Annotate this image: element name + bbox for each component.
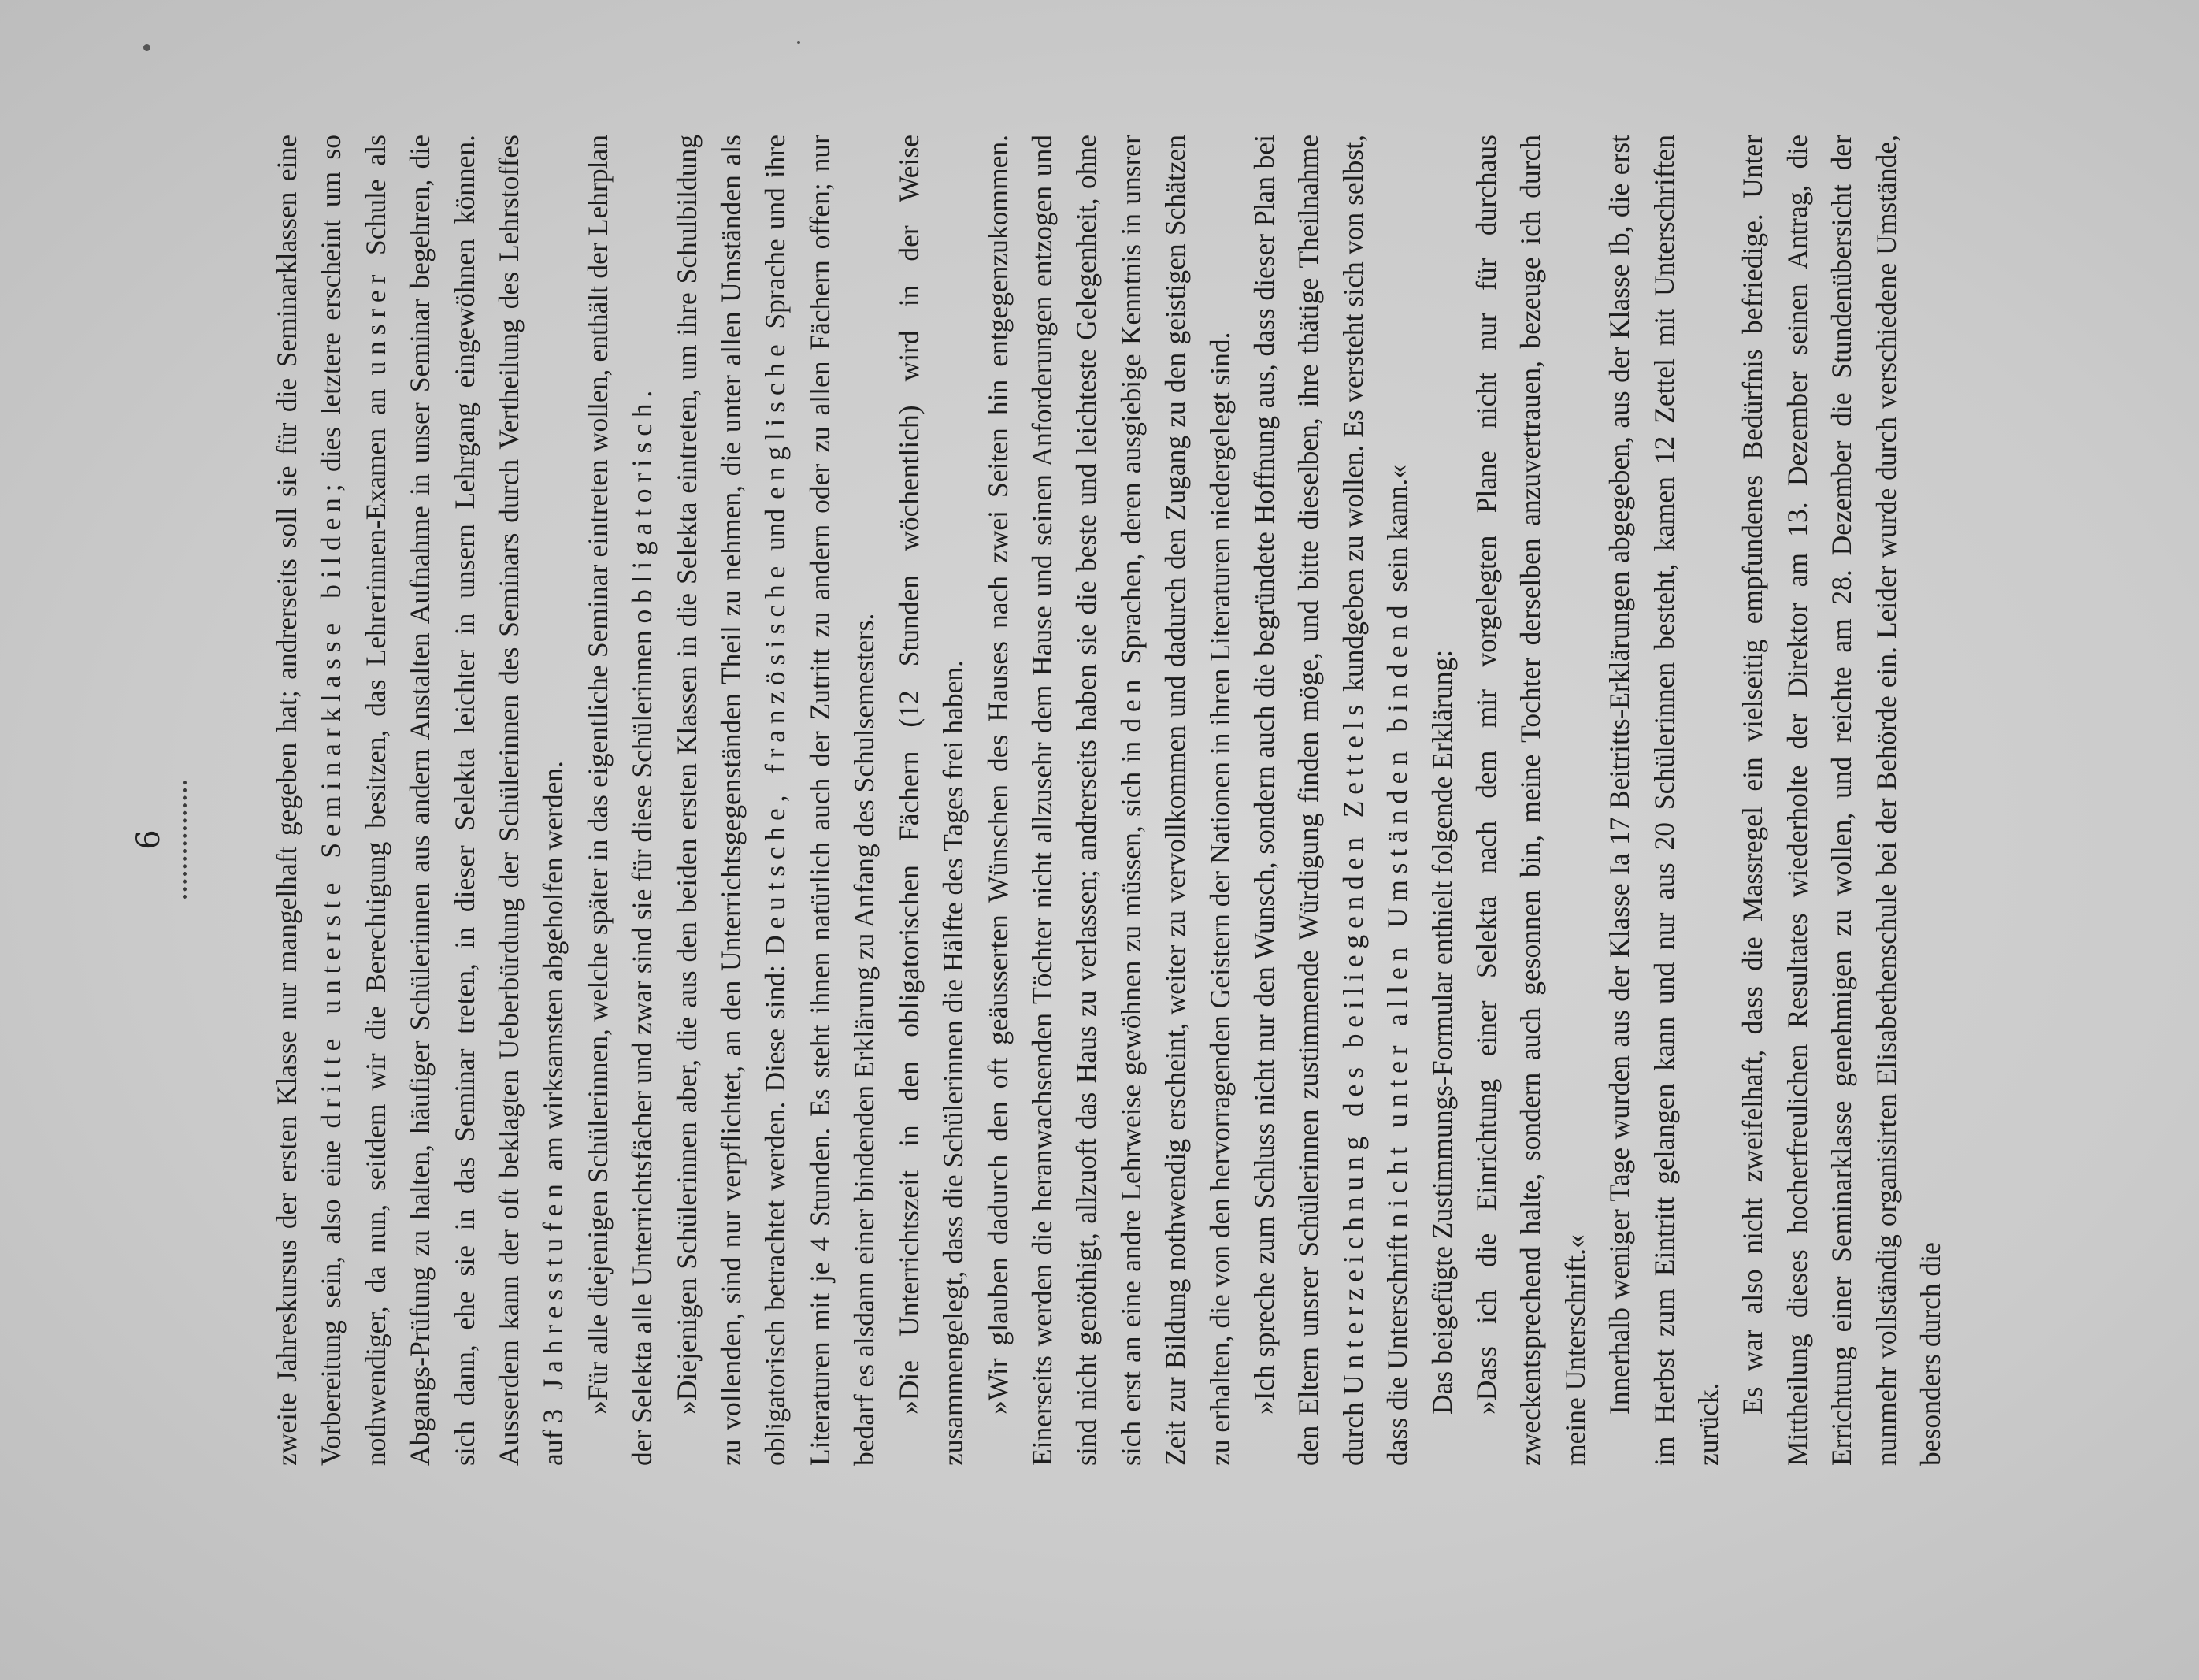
spaced-emphasis-text: Deutsche, französische (759, 559, 792, 955)
paragraph (976, 135, 1242, 1466)
text-run: zweite Jahreskursus der ersten Klasse nur mangelhaft gegeben hat; andrerseits soll sie für die Seminarklassen eine Vorbereitung sein, also eine (271, 135, 347, 1466)
paragraph (576, 135, 665, 1466)
text-run: und (759, 499, 792, 560)
text-run: Sprachen, deren ausgiebige Kenntnis in unsrer Zeit zur Bildung nothwendig erscheint, weiter zu vervollkommen und dadurch den Zugang zu den geistigen Schätzen zu erhalten, die von den hervorragenden Geistern der Nationen in ihren Literaturen niedergelegt sind. (1114, 135, 1236, 1466)
spaced-emphasis-text: obligatorisch (626, 397, 658, 624)
text-run: Es war also nicht zweifelhaft, dass die Massregel ein vielseitig empfundenes Bedürfnis befriedige. Unter Mittheilung dieses hocherfreulichen Resultates wiederholte der Direktor am 13. Dezember seinen Antrag, die Errichtung einer Seminarklasse genehmigen zu wollen, und reichte am 28. Dezember die Stundenübersicht der nunmehr vollständig organisirten Elisabethenschule bei der Behörde ein. Leider wurde durch verschiedene Umstände, besonders durch die (1737, 135, 1947, 1466)
text-run: ; dies letztere erscheint um so nothwendiger, da nun, seitdem wir die Berechtigung besitzen, das Lehrerinnen-Examen an (315, 135, 391, 1466)
rotated-page-content (83, 52, 2116, 1627)
paragraph (887, 135, 976, 1466)
spaced-emphasis-text: den (1114, 673, 1147, 732)
text-run: »Diejenigen Schülerinnen aber, die aus den beiden ersten Klassen in die Selekta eintreten, um ihre Schulbildung zu vollenden, sind nur verpflichtet, an den Unterrichtsgegenständen Theil zu nehmen, die unter allen Umständen als obligatorisch betrachtet werden. Diese sind: (670, 135, 792, 1466)
spaced-emphasis-text: 3 Jahresstufen (537, 1177, 569, 1423)
paragraph (265, 135, 576, 1466)
text-run: »Ich spreche zum Schluss nicht nur den Wunsch, sondern auch die begründete Hoffnung aus, dass dieser Plan bei den Eltern unsrer Schülerinnen zustimmende Würdigung finden möge, und bitte dieselben, ihre thätige Theilnahme durch (1248, 135, 1369, 1466)
paragraph (1242, 135, 1420, 1466)
dust-speck (143, 44, 150, 51)
paragraph (1597, 135, 1730, 1466)
paragraph (1420, 135, 1464, 1466)
text-run: »Dass ich die Einrichtung einer Selekta nach dem mir vorgelegten Plane nicht nur für durchaus zweckentsprechend halte, sondern auch gesonnen bin, meine Tochter derselben anzuvertrauen, bezeuge ich durch meine Unterschrift.« (1470, 135, 1591, 1466)
text-run: . (626, 390, 658, 398)
paragraph (1730, 135, 1952, 1466)
text-run: Schule als Abgangs-Prüfung zu halten, häufiger Schülerinnen aus andern Anstalten Aufnahme in unser Seminar begehren, die sich dann, ehe sie in das Seminar treten, in dieser Selekta leichter in unsern Lehrgang eingewöhnen können. Ausserdem kann der oft beklagten Ueberbürdung der Schülerinnen des Seminars durch Vertheilung des Lehrstoffes auf (359, 135, 569, 1466)
text-run: sein kann.« (1381, 464, 1414, 599)
text-run: kundgeben zu wollen. Es versteht sich von selbst, dass die Unterschrift (1337, 135, 1414, 1466)
page-number: 6 (131, 829, 167, 850)
text-run: »Wir glauben dadurch den oft geäusserten Wünschen des Hauses nach zwei Seiten hin entgegenzukommen. Einerseits werden die heranwachsenden Töchter nicht allzusehr dem Hause und seinen Anforderungen entzogen und sind nicht genöthigt, allzuoft das Haus zu verlassen; andrerseits haben sie die beste und leichteste Gelegenheit, ohne sich erst an eine andre Lehrweise gewöhnen zu müssen, sich in (981, 135, 1147, 1466)
text-run: Innerhalb weniger Tage wurden aus der Klasse Ia 17 Beitritts-Erklärungen abgegeben, aus der Klasse Ib, die erst im Herbst zum Eintritt gelangen kann und nur aus 20 Schülerinnen besteht, kamen 12 Zettel mit Unterschriften zurück. (1604, 135, 1724, 1466)
decorative-rule (183, 781, 187, 899)
spaced-emphasis-text: dritte unterste Seminarklasse bilden (315, 491, 347, 1129)
spaced-emphasis-text: Unterzeichnung des beiliegenden Zettels (1337, 698, 1369, 1396)
body-text (265, 135, 1952, 1466)
text-run: Das beigefügte Zustimmungs-Formular enthielt folgende Erklärung: (1426, 649, 1458, 1415)
spaced-emphasis-text: unsrer (359, 268, 391, 376)
text-run: »Die Unterrichtszeit in den obligatorischen Fächern (12 Stunden wöchentlich) wird in der Weise zusammengelegt, dass die Schülerinnen die Hälfte des Tages frei haben. (892, 135, 970, 1466)
text-run: »Für alle diejenigen Schülerinnen, welche später in das eigentliche Seminar eintreten wollen, enthält der Lehrplan der Selekta alle Unterrichtsfächer und zwar sind sie für diese Schülerinnen (581, 135, 658, 1466)
paragraph (665, 135, 887, 1466)
spaced-emphasis-text: englische (759, 338, 792, 499)
text-run: am wirksamsten abgeholfen werden. (537, 760, 569, 1178)
dust-speck (797, 41, 800, 44)
paragraph (1464, 135, 1597, 1466)
text-run: Sprache und ihre Literaturen mit je 4 Stunden. Es steht ihnen natürlich auch der Zutritt zu andern oder zu allen Fächern offen; nur bedarf es alsdann einer bindenden Erklärung zu Anfang des Schulsemesters. (759, 134, 881, 1466)
spaced-emphasis-text: nicht unter allen Umständen bindend (1381, 599, 1414, 1228)
